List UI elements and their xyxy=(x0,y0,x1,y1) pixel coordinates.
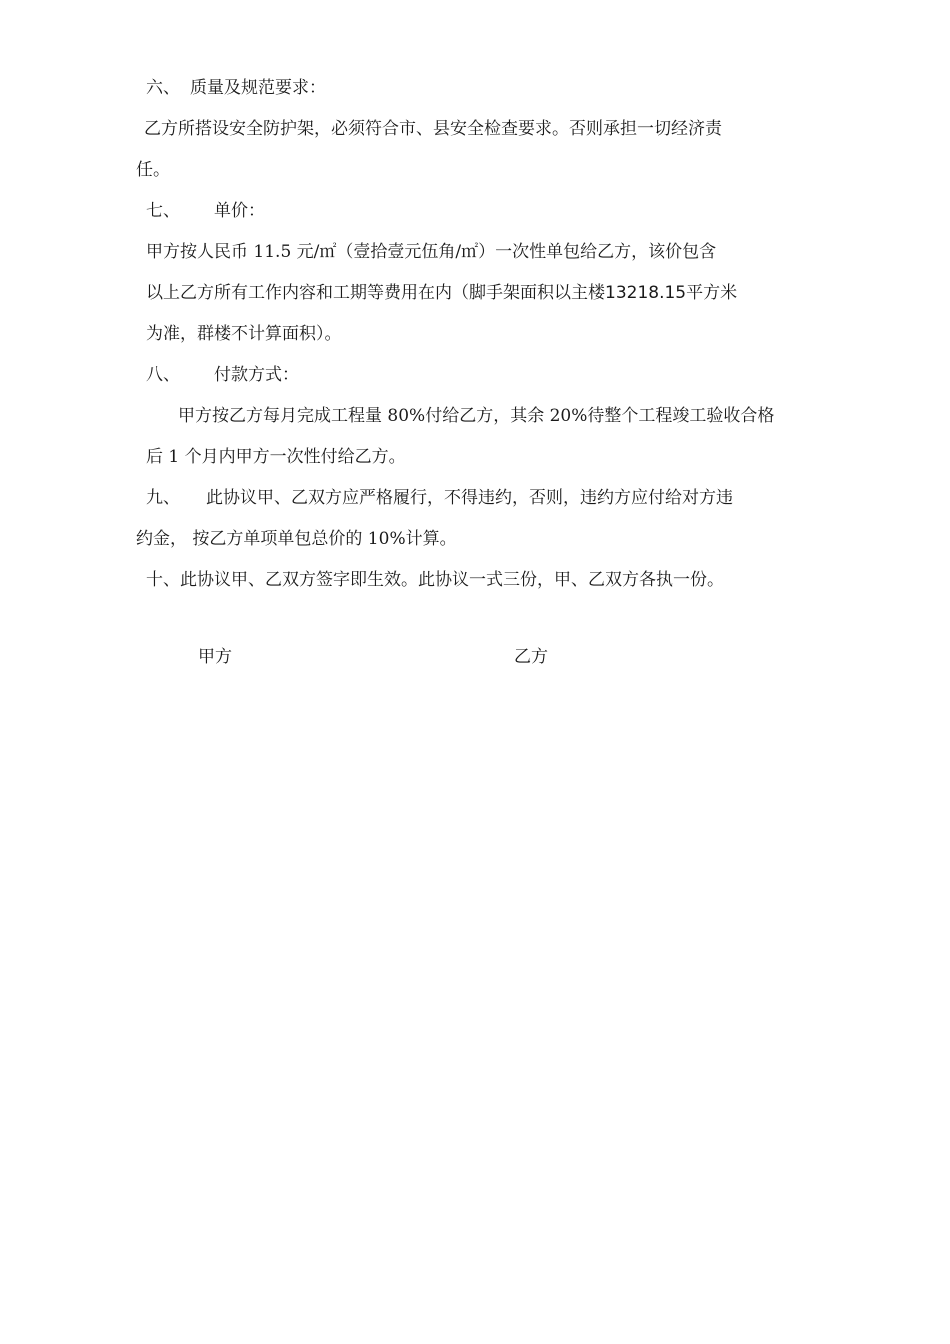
section-9-line-1 xyxy=(146,486,733,510)
section-7-body-line-3: 为准，群楼不计算面积）。 xyxy=(146,324,342,344)
signature-party-a: 甲方 xyxy=(198,647,232,667)
section-8-number: 八、 xyxy=(146,365,180,385)
section-6-body-line-1: 乙方所搭设安全防护架，必须符合市、县安全检查要求。否则承担一切经济责 xyxy=(144,119,722,139)
section-8-body-line-1: 甲方按乙方每月完成工程量 80%付给乙方，其余 20%待整个工程竣工验收合格 xyxy=(178,406,775,426)
section-7-body-line-2-text-a: 以上乙方所有工作内容和工期等费用在内（脚手架面积以主楼 xyxy=(146,283,605,303)
section-8-heading xyxy=(146,363,299,387)
section-7-body-line-2-text-b: 平方米 xyxy=(686,283,738,303)
section-6-heading xyxy=(146,76,326,100)
section-6-number: 六、 xyxy=(146,78,180,98)
signature-party-b: 乙方 xyxy=(514,647,548,667)
section-7-body-line-2 xyxy=(146,281,737,305)
section-9-text: 此协议甲、乙双方应严格履行，不得违约，否则，违约方应付给对方违 xyxy=(206,488,733,508)
section-9-number: 九、 xyxy=(146,488,180,508)
section-7-title: 单价： xyxy=(214,201,265,221)
section-9-line-2: 约金， 按乙方单项单包总价的 10%计算。 xyxy=(136,529,457,549)
section-7-heading xyxy=(146,199,265,223)
section-7-body-line-1: 甲方按人民币 11.5 元/㎡（壹拾壹元伍角/㎡）一次性单包给乙方，该价包含 xyxy=(146,242,717,262)
section-7-number: 七、 xyxy=(146,201,180,221)
section-7-area-value: 13218.15 xyxy=(605,283,687,303)
section-8-body-line-2: 后 1 个月内甲方一次性付给乙方。 xyxy=(146,447,406,467)
section-10-line-1: 十、此协议甲、乙双方签字即生效。此协议一式三份，甲、乙双方各执一份。 xyxy=(146,570,724,590)
section-6-title: 质量及规范要求： xyxy=(190,78,326,98)
section-6-body-line-2: 任。 xyxy=(136,160,170,180)
section-8-title: 付款方式： xyxy=(214,365,299,385)
